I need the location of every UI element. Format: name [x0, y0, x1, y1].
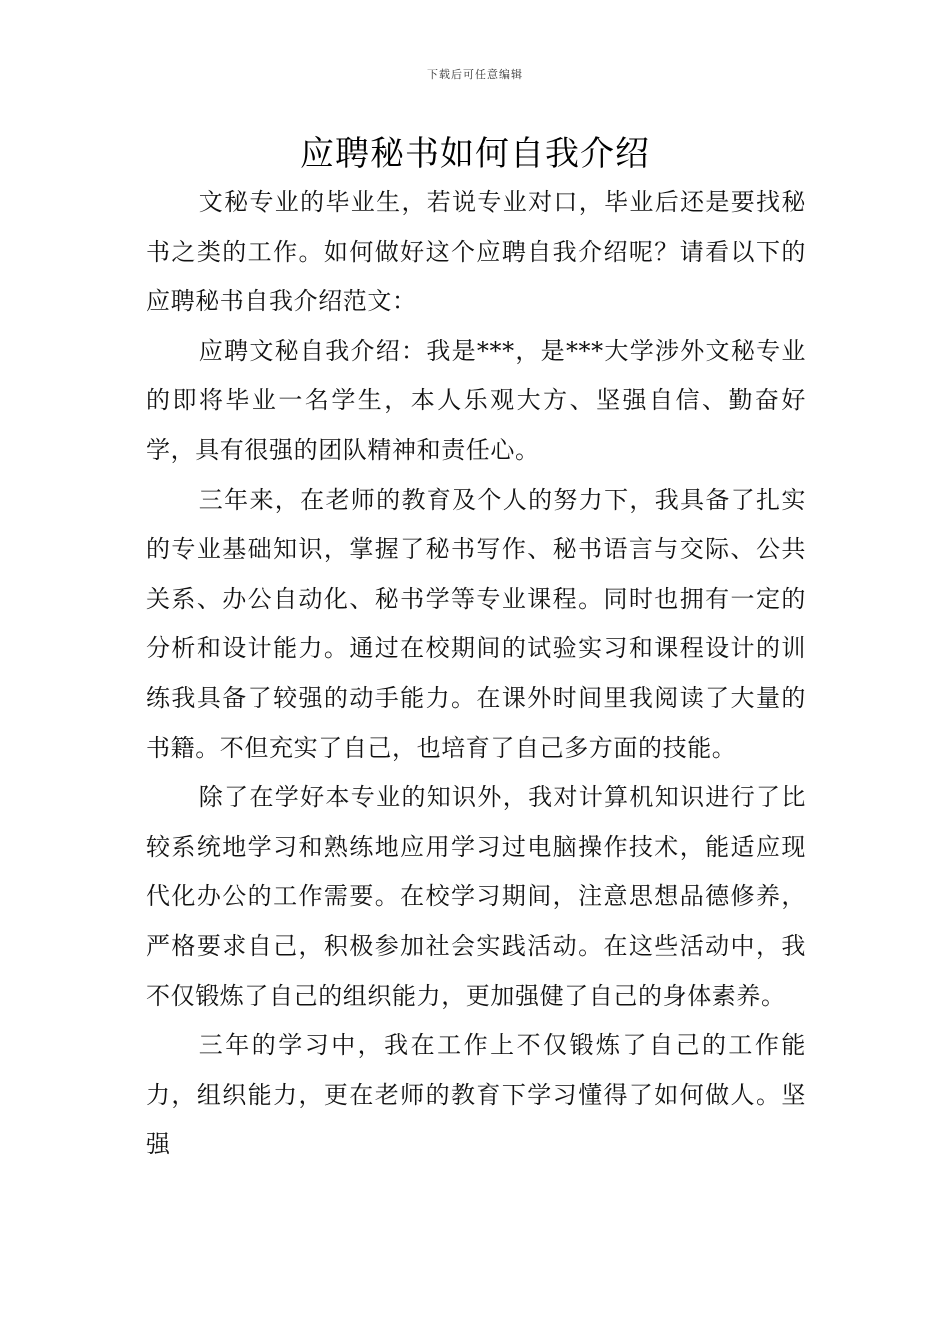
paragraph-self-introduction: 应聘文秘自我介绍：我是***，是***大学涉外文秘专业的即将毕业一名学生，本人乐观大方、坚强自信、勤奋好学，具有很强的团队精神和责任心。 — [146, 336, 806, 464]
paragraph-study-years: 三年的学习中，我在工作上不仅锻炼了自己的工作能力，组织能力，更在老师的教育下学习懂得了如何做人。坚强 — [146, 1031, 806, 1159]
header-note: 下载后可任意编辑 — [427, 68, 523, 81]
document-body — [146, 178, 806, 1170]
paragraph-computer-skills: 除了在学好本专业的知识外，我对计算机知识进行了比较系统地学习和熟练地应用学习过电脑操作技术，能适应现代化办公的工作需要。在校学习期间，注意思想品德修养，严格要求自己，积极参加社会实践活动。在这些活动中，我不仅锻炼了自己的组织能力，更加强健了自己的身体素养。 — [146, 783, 806, 1010]
paragraph-education: 三年来，在老师的教育及个人的努力下，我具备了扎实的专业基础知识，掌握了秘书写作、秘书语言与交际、公共关系、办公自动化、秘书学等专业课程。同时也拥有一定的分析和设计能力。通过在校期间的试验实习和课程设计的训练我具备了较强的动手能力。在课外时间里我阅读了大量的书籍。不但充实了自己，也培育了自己多方面的技能。 — [146, 485, 806, 762]
document-title: 应聘秘书如何自我介绍 — [300, 134, 650, 174]
paragraph-intro: 文秘专业的毕业生，若说专业对口，毕业后还是要找秘书之类的工作。如何做好这个应聘自我介绍呢？请看以下的应聘秘书自我介绍范文： — [146, 188, 806, 316]
